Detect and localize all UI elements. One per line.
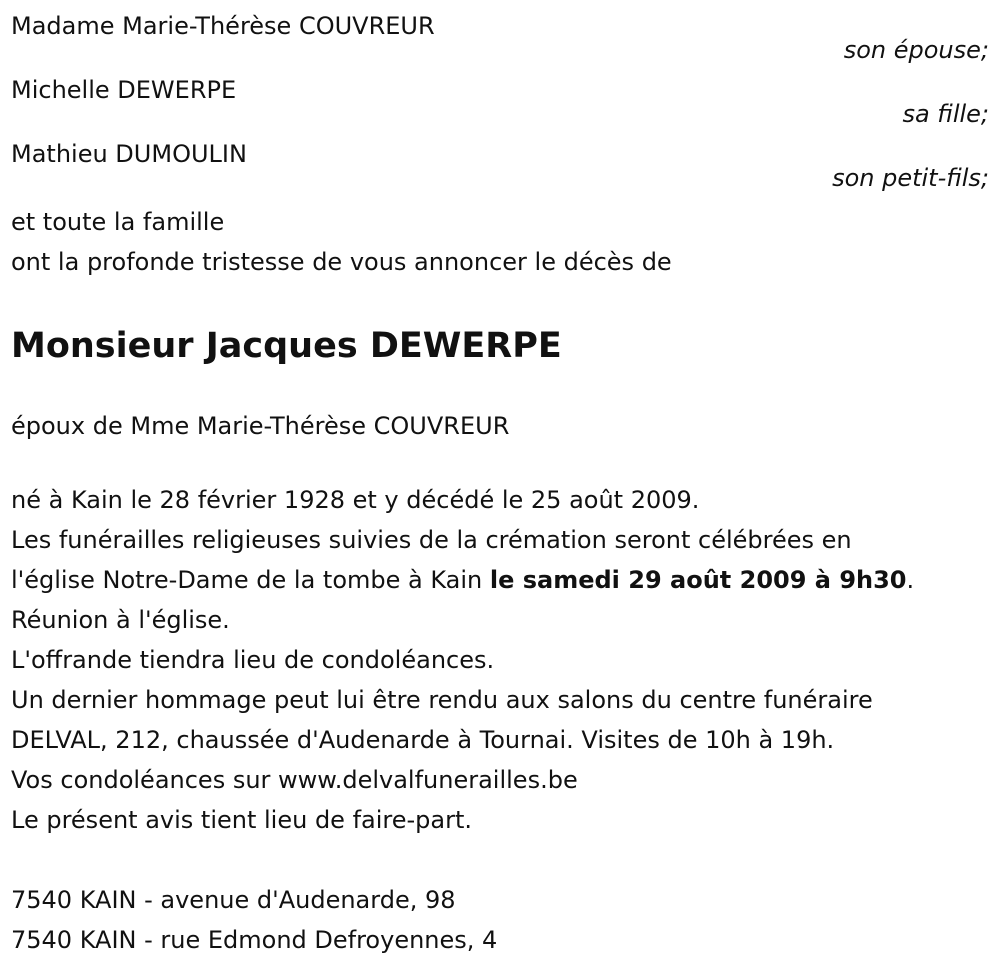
mourner-relation: sa fille;	[902, 100, 989, 128]
homage-location-line: DELVAL, 212, chaussée d'Audenarde à Tournai. Visites de 10h à 19h.	[11, 726, 835, 754]
funeral-line: Les funérailles religieuses suivies de la crémation seront célébrées en	[11, 526, 852, 554]
funeral-date-line	[11, 560, 989, 600]
funeral-date: le samedi 29 août 2009 à 9h30	[489, 566, 907, 594]
family-line: et toute la famille	[11, 208, 225, 236]
condolences-line: Vos condoléances sur www.delvalfunerailles.be	[11, 766, 578, 794]
intro-block	[11, 202, 989, 282]
spouse-line: époux de Mme Marie-Thérèse COUVREUR	[11, 412, 510, 440]
announcement-line: ont la profonde tristesse de vous annoncer le décès de	[11, 248, 672, 276]
funeral-line-end: .	[906, 566, 915, 594]
notice-line: Le présent avis tient lieu de faire-part.	[11, 806, 473, 834]
mourner-entry	[11, 72, 989, 136]
mourner-entry	[11, 8, 989, 72]
details-block	[11, 480, 989, 840]
mourner-relation: son petit-fils;	[832, 164, 989, 192]
mourner-name: Michelle DEWERPE	[11, 76, 237, 104]
offering-line: L'offrande tiendra lieu de condoléances.	[11, 646, 495, 674]
obituary-notice	[11, 8, 989, 960]
birth-death-line: né à Kain le 28 février 1928 et y décédé le 25 août 2009.	[11, 486, 700, 514]
homage-line: Un dernier hommage peut lui être rendu aux salons du centre funéraire	[11, 686, 873, 714]
address-line: 7540 KAIN - rue Edmond Defroyennes, 4	[11, 926, 498, 954]
mourner-relation: son épouse;	[843, 36, 989, 64]
deceased-name: Monsieur Jacques DEWERPE	[11, 326, 562, 366]
meeting-line: Réunion à l'église.	[11, 606, 230, 634]
mourner-name: Madame Marie-Thérèse COUVREUR	[11, 12, 435, 40]
address-line: 7540 KAIN - avenue d'Audenarde, 98	[11, 886, 456, 914]
mourner-name: Mathieu DUMOULIN	[11, 140, 247, 168]
mourner-entry	[11, 136, 989, 200]
funeral-location: l'église Notre-Dame de la tombe à Kain	[11, 566, 490, 594]
addresses-block	[11, 880, 989, 960]
